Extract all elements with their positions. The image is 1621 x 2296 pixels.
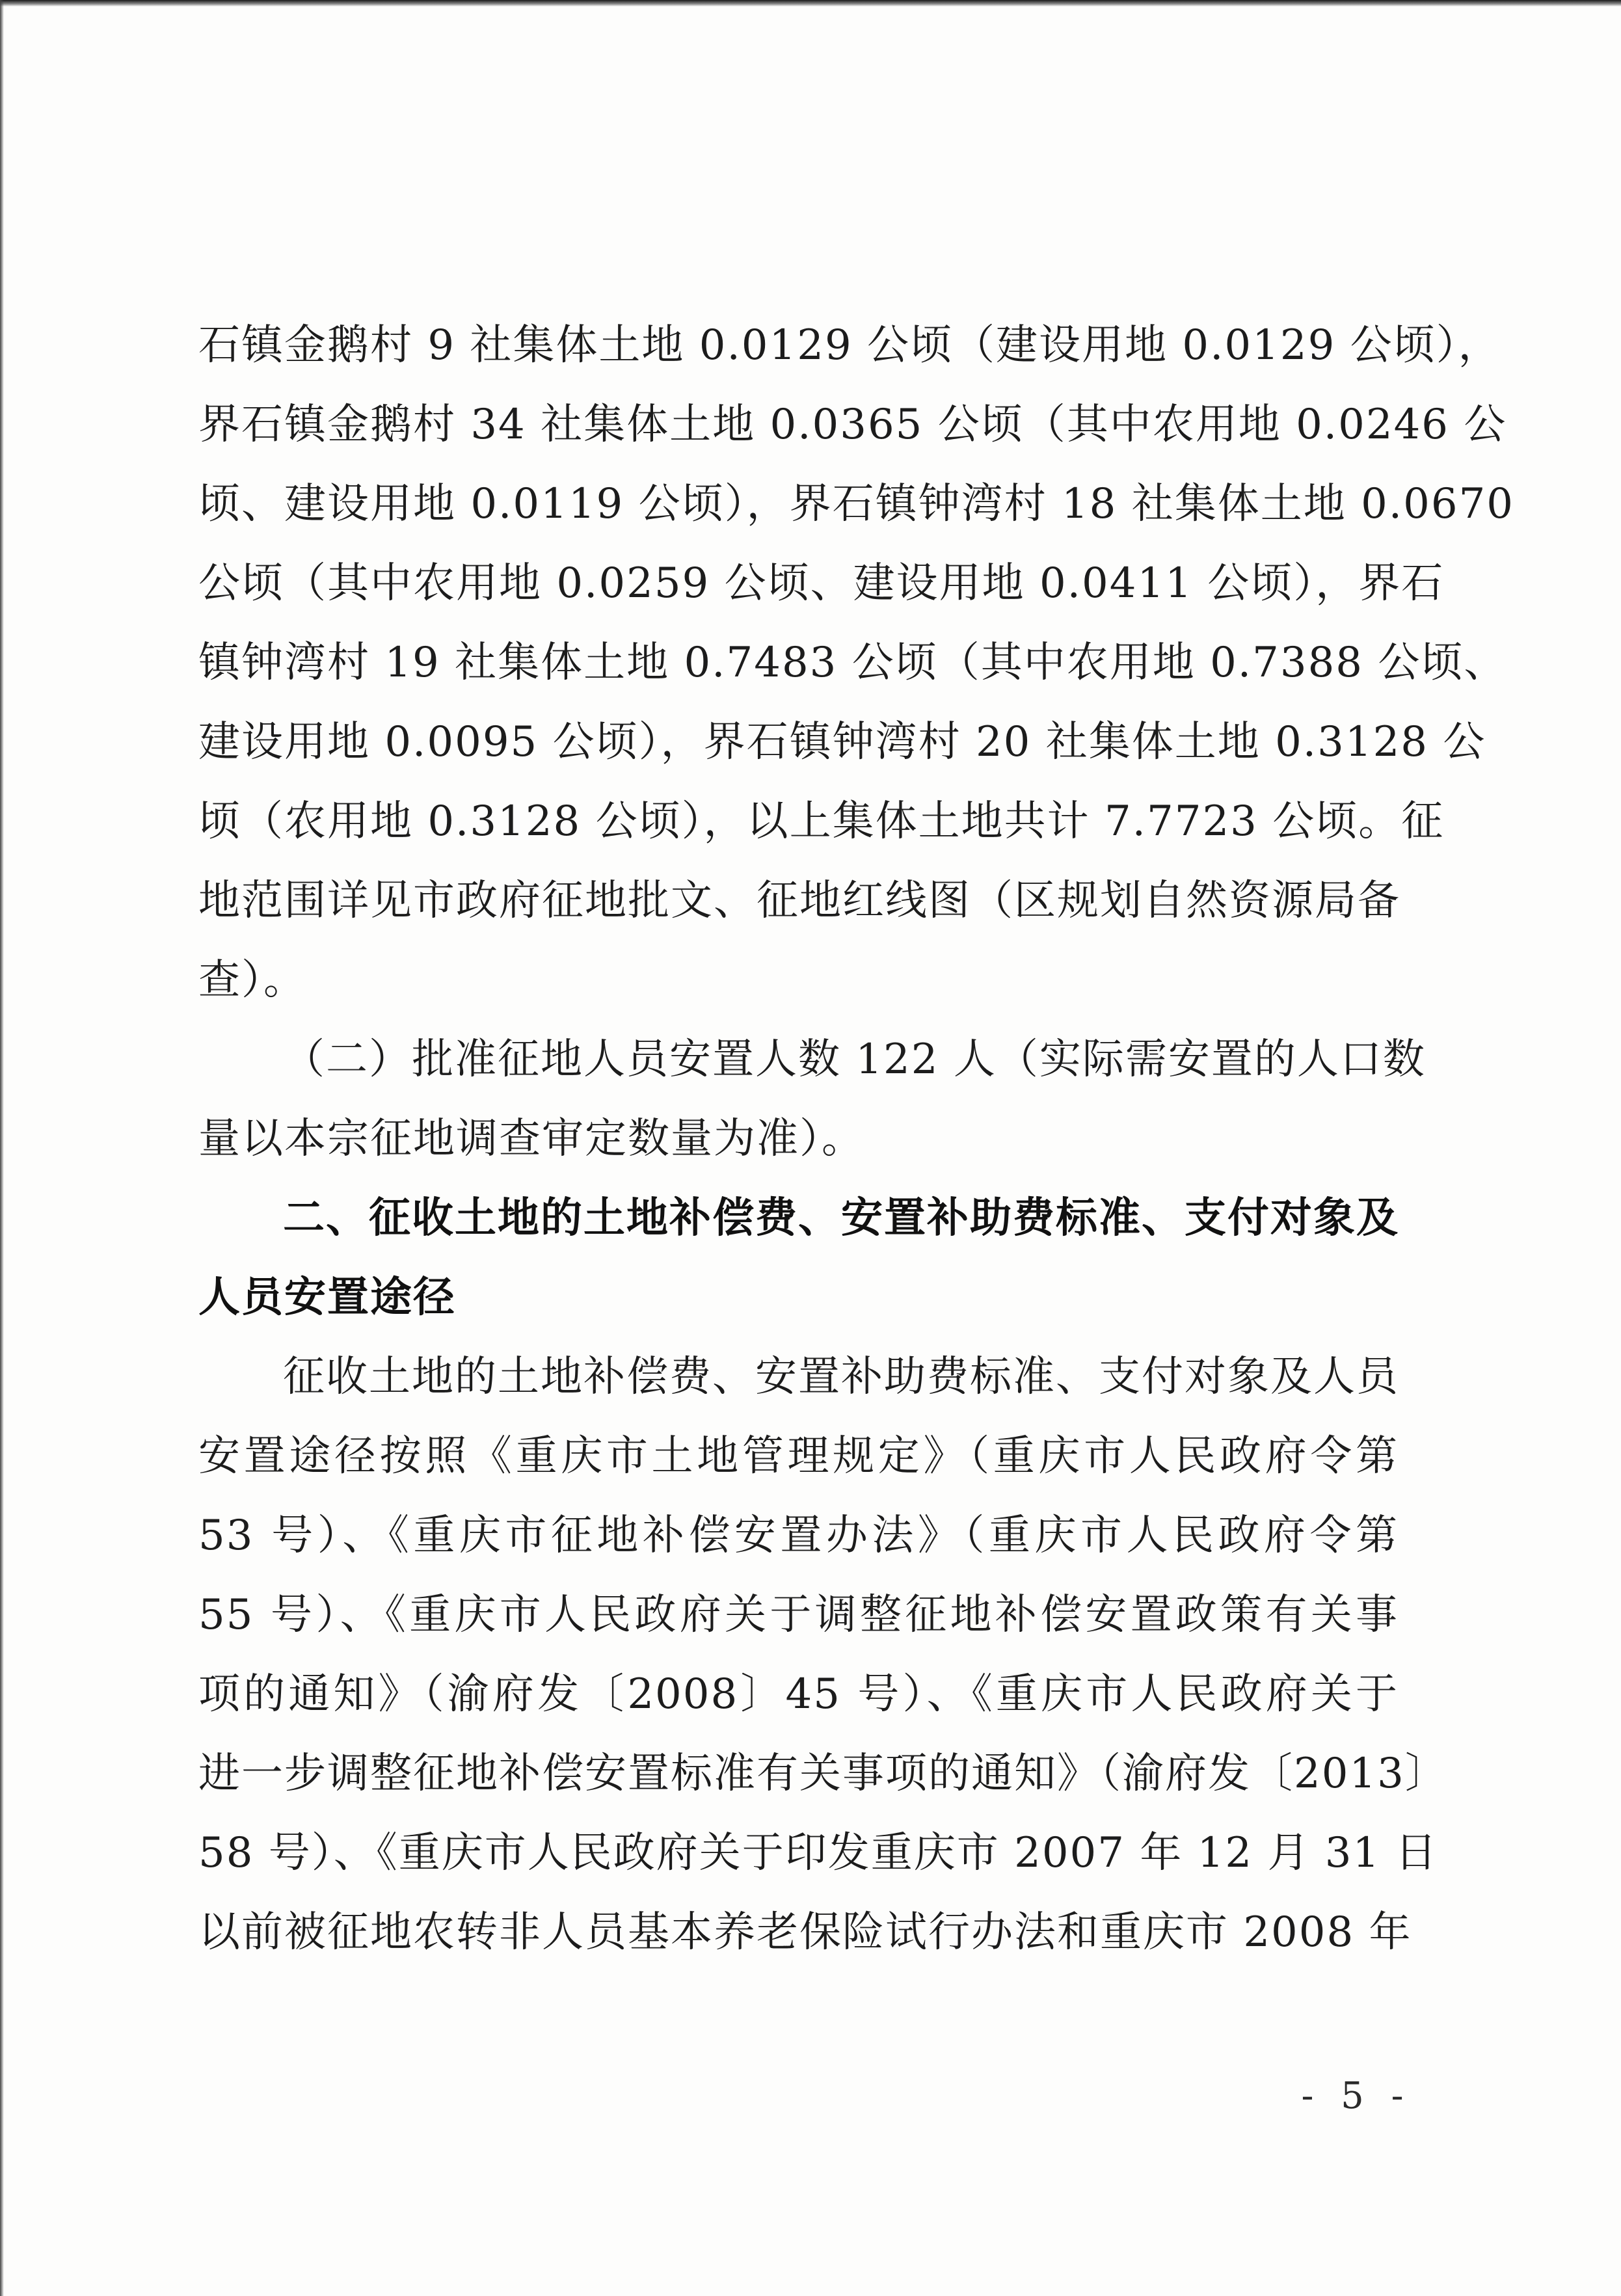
page-number: - 5 - [1301, 2075, 1412, 2117]
scan-border-left [0, 0, 4, 2296]
text-line: 安置途径按照《重庆市土地管理规定》（重庆市人民政府令第 [198, 1432, 1399, 1480]
text-line: 顷（农用地 0.3128 公顷），以上集体土地共计 7.7723 公顷。征 [198, 797, 1445, 846]
section-heading-continued: 人员安置途径 [198, 1274, 456, 1322]
paragraph-3-first-line: 征收土地的土地补偿费、安置补助费标准、支付对象及人员 [283, 1353, 1399, 1401]
text-line: 量以本宗征地调查审定数量为准）。 [198, 1115, 864, 1163]
text-line: 进一步调整征地补偿安置标准有关事项的通知》（渝府发〔2013〕 [198, 1750, 1448, 1798]
section-heading: 二、征收土地的土地补偿费、安置补助费标准、支付对象及 [283, 1194, 1399, 1242]
text-line: 以前被征地农转非人员基本养老保险试行办法和重庆市 2008 年 [198, 1908, 1412, 1956]
text-line: 58 号）、《重庆市人民政府关于印发重庆市 2007 年 12 月 31 日 [198, 1829, 1438, 1877]
text-line: 界石镇金鹅村 34 社集体土地 0.0365 公顷（其中农用地 0.0246 公 [198, 401, 1507, 449]
scan-border-top [0, 0, 1621, 7]
paragraph-2-first-line: （二）批准征地人员安置人数 122 人（实际需安置的人口数 [283, 1035, 1426, 1084]
text-line: 项的通知》（渝府发〔2008〕45 号）、《重庆市人民政府关于 [198, 1670, 1399, 1718]
text-line: 建设用地 0.0095 公顷），界石镇钟湾村 20 社集体土地 0.3128 公 [198, 718, 1486, 766]
text-line: 查）。 [198, 956, 306, 1004]
text-line: 地范围详见市政府征地批文、征地红线图（区规划自然资源局备 [198, 877, 1400, 925]
text-line: 顷、建设用地 0.0119 公顷），界石镇钟湾村 18 社集体土地 0.0670 [198, 480, 1515, 528]
body-text [198, 306, 1515, 1972]
text-line: 公顷（其中农用地 0.0259 公顷、建设用地 0.0411 公顷），界石 [198, 559, 1445, 607]
text-line: 镇钟湾村 19 社集体土地 0.7483 公顷（其中农用地 0.7388 公顷、 [198, 639, 1507, 687]
text-line: 55 号）、《重庆市人民政府关于调整征地补偿安置政策有关事 [198, 1591, 1399, 1639]
text-line: 石镇金鹅村 9 社集体土地 0.0129 公顷（建设用地 0.0129 公顷）， [198, 321, 1501, 369]
text-line: 53 号）、《重庆市征地补偿安置办法》（重庆市人民政府令第 [198, 1512, 1399, 1560]
